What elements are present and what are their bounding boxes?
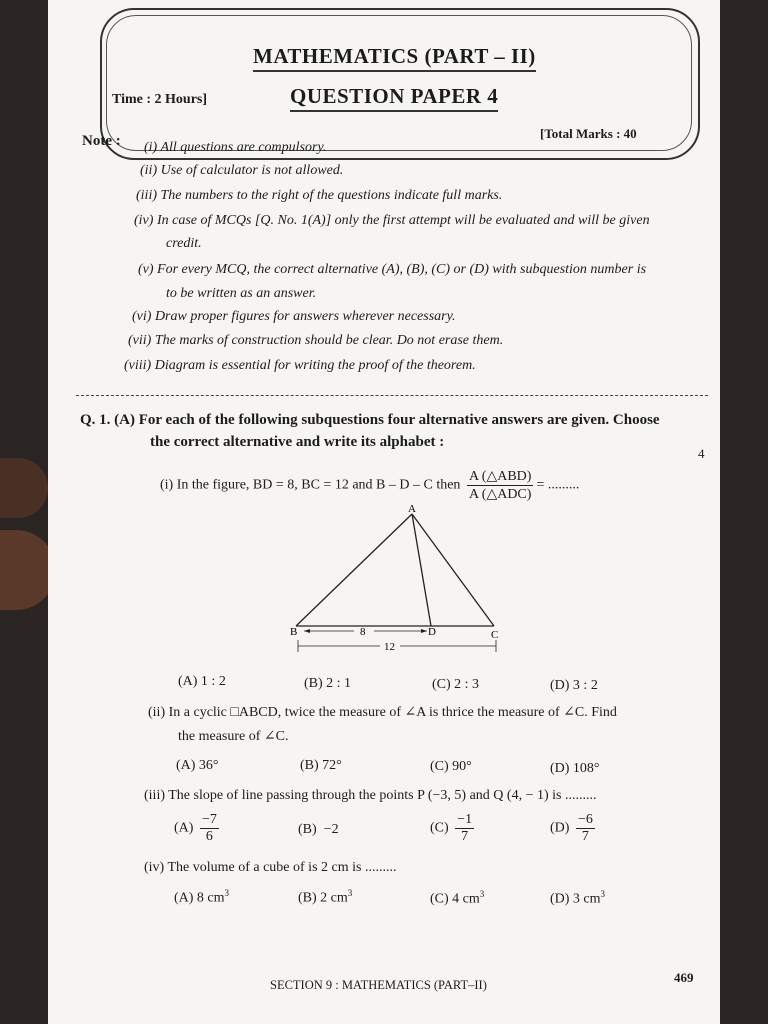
note-item: (ii) Use of calculator is not allowed. — [140, 163, 344, 178]
subquestion-i: (i) In the figure, BD = 8, BC = 12 and B – D – C then $\frac{\text{A (△ABD)}}{\text{A (△ADC)}}$ = ......... — [160, 469, 580, 502]
option-b: (B) 72° — [300, 758, 342, 773]
option-a: (A) 8 $cm^3$ — [174, 888, 230, 906]
vertex-label-a: A — [408, 504, 416, 515]
option-a: (A) $\frac{-7}{6}$ — [174, 812, 217, 844]
note-item: (vi) Draw proper figures for answers wherever necessary. — [132, 309, 456, 324]
question-1-instruction: the correct alternative and write its alphabet : — [150, 434, 445, 450]
note-item: (iv) In case of MCQs [Q. No. 1(A)] only the first attempt will be evaluated and will be given — [134, 213, 650, 228]
page-title: MATHEMATICS (PART – II) — [253, 44, 536, 72]
page-footer: SECTION 9 : MATHEMATICS (PART–II) — [270, 978, 487, 992]
note-item: (v) For every MCQ, the correct alternative (A), (B), (C) or (D) with subquestion number is — [138, 262, 647, 277]
question-marks: 4 — [698, 446, 705, 461]
vertex-label-d: D — [428, 626, 436, 638]
segment-label-bd: 8 — [360, 626, 366, 638]
page-subtitle: QUESTION PAPER 4 — [290, 84, 498, 112]
note-item: credit. — [166, 236, 202, 251]
subquestion-ii: (ii) In a cyclic □ABCD, twice the measure of ∠A is thrice the measure of ∠C. Find — [148, 705, 617, 720]
section-divider — [76, 395, 708, 396]
question-1-heading: Q. 1. (A) For each of the following subquestions four alternative answers are given. Choose — [80, 412, 660, 428]
option-c: (C) 90° — [430, 759, 472, 774]
document-page — [48, 0, 720, 1024]
option-d: (D) 3 : 2 — [550, 678, 598, 693]
option-d: (D) 3 $cm^3$ — [550, 889, 606, 907]
option-a: (A) 36° — [176, 758, 219, 773]
option-d: (D) 108° — [550, 761, 600, 776]
subquestion-iv: (iv) The volume of a cube of is 2 cm is ......... — [144, 860, 397, 875]
page-number: 469 — [674, 970, 694, 985]
note-item: (i) All questions are compulsory. — [144, 140, 327, 155]
time-label: Time : 2 Hours] — [112, 92, 208, 107]
note-item: to be written as an answer. — [166, 286, 317, 301]
subquestion-ii-line2: the measure of ∠C. — [178, 729, 289, 744]
option-d: (D) $\frac{-6}{7}$ — [550, 812, 593, 844]
note-item: (viii) Diagram is essential for writing the proof of the theorem. — [124, 358, 476, 373]
option-c: (C) $\frac{-1}{7}$ — [430, 812, 473, 844]
area-ratio-fraction: $\frac{\text{A (△ABD)}}{\text{A (△ADC)}}$ — [468, 469, 532, 502]
vertex-label-b: B — [290, 626, 298, 638]
note-label: Note : — [82, 133, 121, 149]
subquestion-iii: (iii) The slope of line passing through the points P (−3, 5) and Q (4, − 1) is ......... — [144, 788, 597, 803]
option-b: (B) 2 $cm^3$ — [298, 888, 353, 906]
option-c: (C) 4 $cm^3$ — [430, 889, 485, 907]
note-item: (iii) The numbers to the right of the questions indicate full marks. — [136, 188, 503, 203]
option-c: (C) 2 : 3 — [432, 677, 480, 692]
option-b: (B) −2 — [298, 822, 339, 837]
triangle-figure — [284, 504, 524, 654]
segment-label-bc: 12 — [384, 641, 395, 653]
note-item: (vii) The marks of construction should be clear. Do not erase them. — [128, 333, 504, 348]
total-marks-label: [Total Marks : 40 — [540, 126, 637, 141]
thumb-shadow-top — [0, 458, 48, 518]
option-a: (A) 1 : 2 — [178, 674, 226, 689]
vertex-label-c: C — [491, 629, 499, 641]
option-b: (B) 2 : 1 — [304, 676, 352, 691]
